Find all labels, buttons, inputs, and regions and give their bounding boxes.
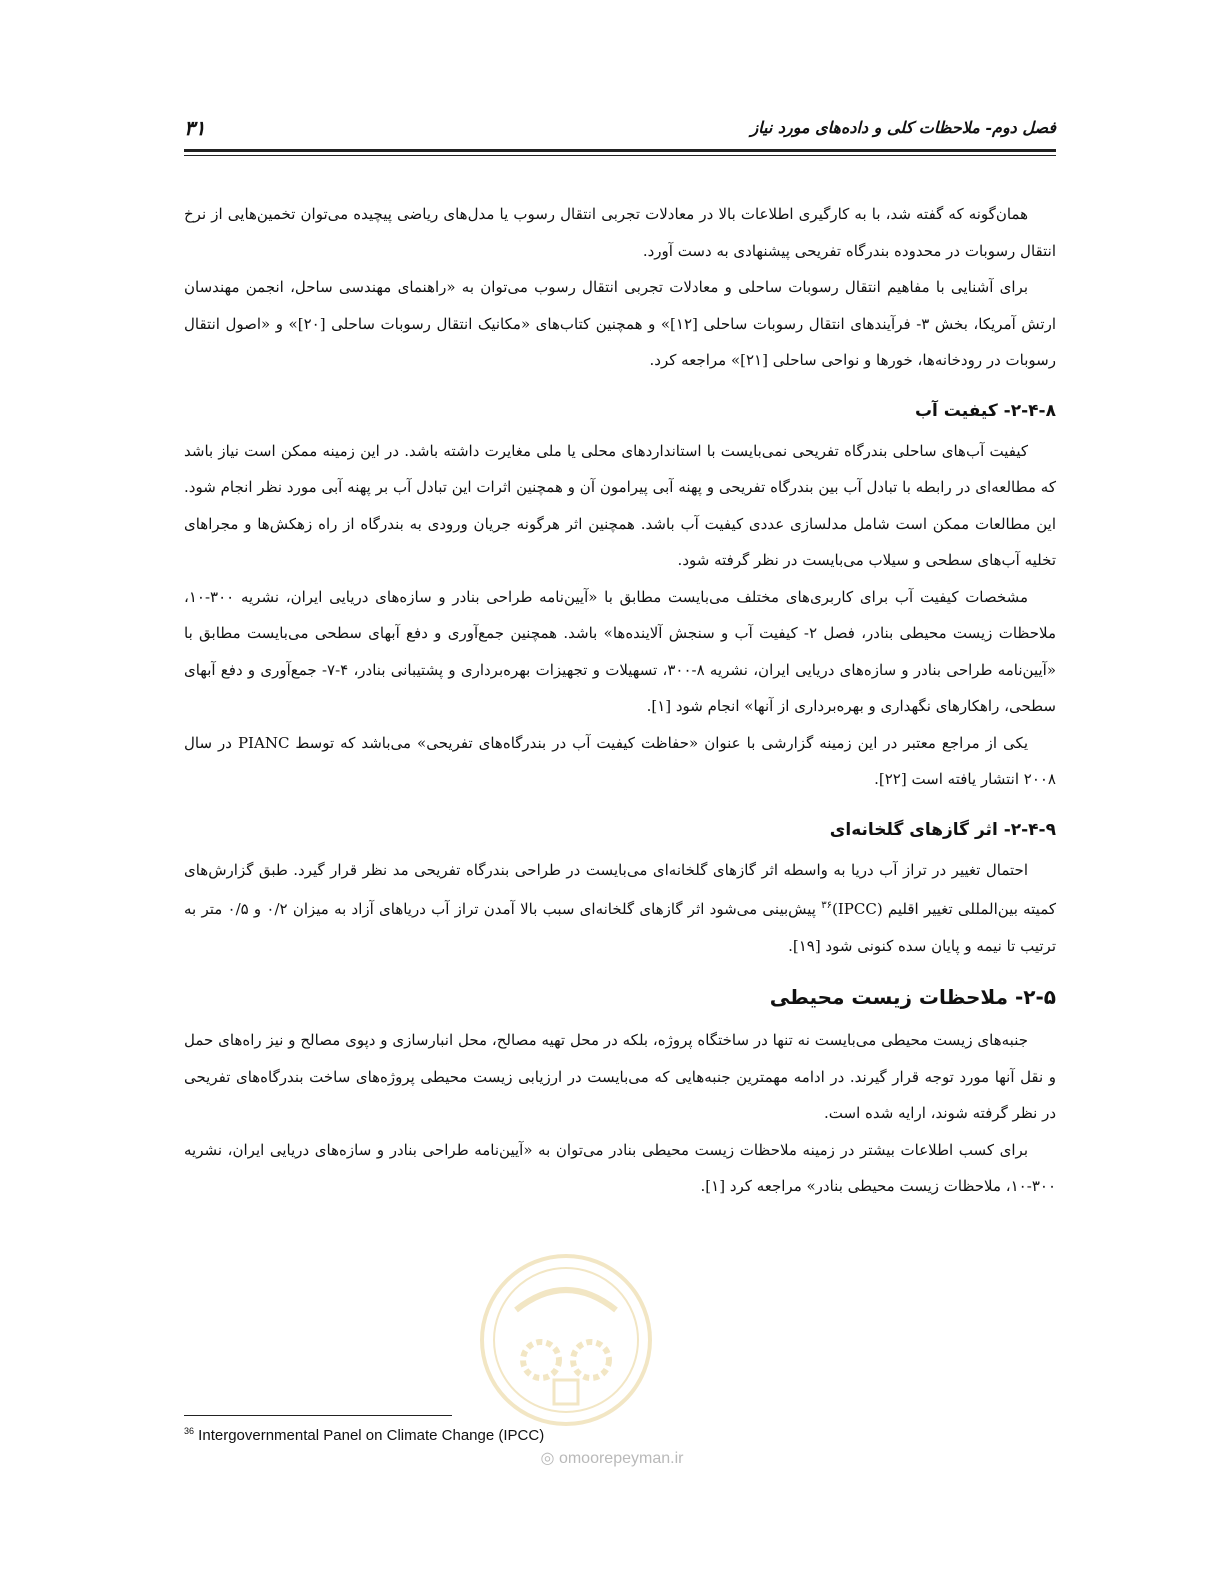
header-rule-thick	[184, 149, 1056, 152]
paragraph: برای کسب اطلاعات بیشتر در زمینه ملاحظات زیست محیطی بنادر می‌توان به «آیین‌نامه طراحی بنادر و سازه‌های دریایی ایران، نشریه ۳۰۰-۱۰، ملاحظات زیست محیطی بنادر» مراجعه کرد [۱].	[184, 1140, 1056, 1195]
paragraph: برای آشنایی با مفاهیم انتقال رسوبات ساحلی و معادلات تجربی انتقال رسوب می‌توان به «راهنمای مهندسی ساحل، انجمن مهندسان ارتش آمریکا، بخش ۳- فرآیندهای انتقال رسوبات ساحلی [۱۲]» و همچنین کتاب‌های «مکانیک انتقال رسوبات ساحلی [۲۰]» و «اصول انتقال رسوبات در رودخانه‌ها، خورها و نواحی ساحلی [۲۱]» مراجعه کرد.	[184, 278, 1057, 369]
footnote-text: Intergovernmental Panel on Climate Change (IPCC)	[194, 1427, 545, 1444]
paragraph: مشخصات کیفیت آب برای کاربری‌های مختلف می‌بایست مطابق با «آیین‌نامه طراحی بنادر و سازه‌های دریایی ایران، نشریه ۳۰۰-۱۰، ملاحظات زیست محیطی بنادر، فصل ۲- کیفیت آب و سنجش آلاینده‌ها» باشد. همچنین جمع‌آوری و دفع آبهای سطحی می‌بایست مطابق با «آیین‌نامه طراحی بنادر و سازه‌های دریایی ایران، نشریه ۸-۳۰۰، تسهیلات و تجهیزات بهره‌برداری و پشتیبانی بنادر، ۴-۷- جمع‌آوری و دفع آبهای سطحی، راهکارهای نگهداری و بهره‌برداری از آنها» انجام شود [۱].	[184, 587, 1056, 715]
chapter-title: فصل دوم- ملاحظات کلی و داده‌های مورد نیاز	[750, 118, 1056, 137]
watermark-site: ◎ omoorepeyman.ir	[540, 1450, 684, 1467]
footnote-number: 36	[184, 1426, 195, 1436]
footnote	[184, 1426, 544, 1444]
paragraph: یکی از مراجع معتبر در این زمینه گزارشی با عنوان «حفاظت کیفیت آب در بندرگاه‌های تفریحی» می‌باشد که توسط PIANC در سال ۲۰۰۸ انتشار یافته است [۲۲].	[184, 733, 1056, 788]
section-heading-water-quality: ۲-۴-۸- کیفیت آب	[914, 400, 1056, 421]
footnote-separator	[184, 1415, 452, 1416]
footnote-ref[interactable]: ۳۶	[821, 900, 832, 911]
paragraph	[184, 852, 1056, 965]
watermark-seal-icon	[476, 1250, 656, 1430]
body-text	[184, 196, 1056, 1205]
page-number: ۳۱	[184, 116, 206, 140]
section-heading-environmental: ۲-۵- ملاحظات زیست محیطی	[769, 985, 1056, 1009]
paragraph: همان‌گونه که گفته شد، با به کارگیری اطلاعات بالا در معادلات تجربی انتقال رسوب یا مدل‌های ریاضی پیچیده می‌توان تخمین‌هایی از نرخ انتقال رسوبات در محدوده بندرگاه تفریحی پیشنهادی به دست آورد.	[184, 205, 1056, 260]
section-heading-greenhouse-gases: ۲-۴-۹- اثر گازهای گلخانه‌ای	[829, 819, 1056, 840]
running-header	[184, 118, 1056, 148]
paragraph: کیفیت آب‌های ساحلی بندرگاه تفریحی نمی‌بایست با استانداردهای محلی یا ملی مغایرت داشته باشد. در این زمینه ممکن است نیاز باشد که مطالعه‌ای در رابطه با تبادل آب بین بندرگاه تفریحی و پهنه آبی پیرامون آن و همچنین اثرات این تبادل آب بر پهنه آبی مورد نظر انجام شود. این مطالعات ممکن است شامل مدلسازی عددی کیفیت آب باشد. همچنین اثر هرگونه جریان ورودی به بندرگاه از راه زهکش‌ها و مجراهای تخلیه آب‌های سطحی و سیلاب می‌بایست در نظر گرفته شود.	[184, 441, 1056, 569]
paragraph: جنبه‌های زیست محیطی می‌بایست نه تنها در ساختگاه پروژه، بلکه در محل تهیه مصالح، محل انبارسازی و دپوی مصالح و نیز راه‌های حمل و نقل آنها مورد توجه قرار گیرند. در ادامه مهمترین جنبه‌هایی که می‌بایست در ارزیابی زیست محیطی پروژه‌های ساخت بندرگاه‌های تفریحی در نظر گرفته شوند، ارایه شده است.	[184, 1031, 1056, 1122]
header-rule-thin	[184, 155, 1056, 156]
paragraph-text: احتمال تغییر در تراز آب دریا به واسطه اثر گازهای گلخانه‌ای می‌بایست در طراحی بندرگاه تفریحی مد نظر قرار گیرد. طبق گزارش‌های کمیته بین‌المللی تغییر اقلیم (IPCC)	[184, 860, 1057, 918]
paragraph-text: پیش‌بینی می‌شود اثر گازهای گلخانه‌ای سبب بالا آمدن تراز آب دریاهای آزاد به میزان ۰/۲ و ۰/۵ متر به ترتیب تا نیمه و پایان سده کنونی شود [۱۹].	[184, 900, 1056, 955]
